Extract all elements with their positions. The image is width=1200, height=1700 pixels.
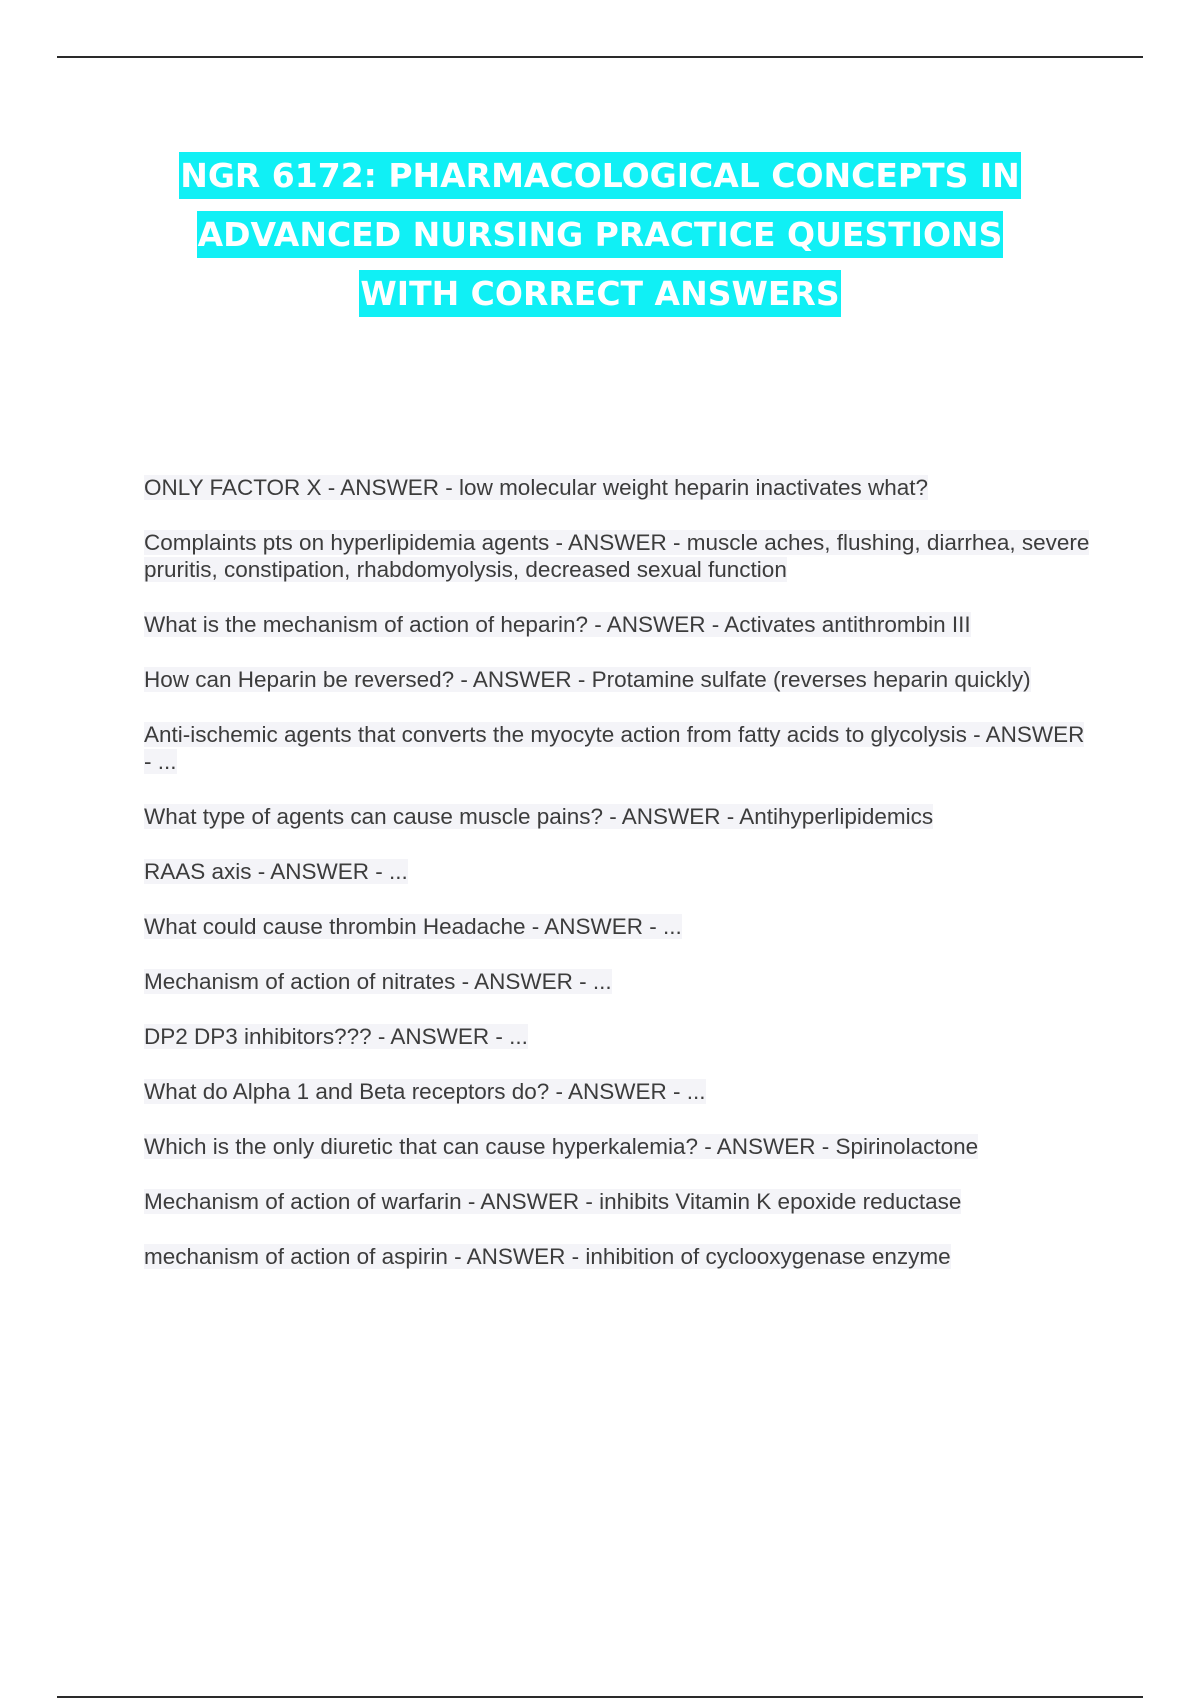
qa-item xyxy=(144,1133,1094,1160)
qa-item xyxy=(144,1243,1094,1270)
qa-text: What could cause thrombin Headache - ANSWER - ... xyxy=(144,914,682,939)
top-rule xyxy=(57,56,1143,58)
qa-item xyxy=(144,1188,1094,1215)
qa-item xyxy=(144,913,1094,940)
qa-item xyxy=(144,1078,1094,1105)
qa-item xyxy=(144,968,1094,995)
qa-text: What type of agents can cause muscle pains? - ANSWER - Antihyperlipidemics xyxy=(144,804,934,829)
qa-text: Mechanism of action of warfarin - ANSWER - inhibits Vitamin K epoxide reductase xyxy=(144,1189,962,1214)
qa-item xyxy=(144,474,1094,501)
title-line-1: NGR 6172: PHARMACOLOGICAL CONCEPTS IN xyxy=(179,152,1021,199)
bottom-rule xyxy=(57,1696,1143,1698)
qa-item xyxy=(144,611,1094,638)
qa-text: Anti-ischemic agents that converts the myocyte action from fatty acids to glycolysis - ANSWER - ... xyxy=(144,722,1085,774)
qa-text: mechanism of action of aspirin - ANSWER - inhibition of cyclooxygenase enzyme xyxy=(144,1244,951,1269)
qa-item xyxy=(144,803,1094,830)
qa-text: DP2 DP3 inhibitors??? - ANSWER - ... xyxy=(144,1024,528,1049)
qa-text: What is the mechanism of action of heparin? - ANSWER - Activates antithrombin III xyxy=(144,612,971,637)
title-line-3: WITH CORRECT ANSWERS xyxy=(359,270,840,317)
qa-item xyxy=(144,858,1094,885)
qa-text: What do Alpha 1 and Beta receptors do? - ANSWER - ... xyxy=(144,1079,706,1104)
title-line-2: ADVANCED NURSING PRACTICE QUESTIONS xyxy=(197,211,1004,258)
question-answer-list xyxy=(144,474,1094,1298)
qa-item xyxy=(144,1023,1094,1050)
document-title xyxy=(100,146,1100,323)
qa-text: How can Heparin be reversed? - ANSWER - Protamine sulfate (reverses heparin quickly) xyxy=(144,667,1031,692)
qa-text: Mechanism of action of nitrates - ANSWER - ... xyxy=(144,969,612,994)
qa-item xyxy=(144,721,1094,775)
qa-text: Which is the only diuretic that can cause hyperkalemia? - ANSWER - Spirinolactone xyxy=(144,1134,979,1159)
qa-item xyxy=(144,529,1094,583)
qa-text: RAAS axis - ANSWER - ... xyxy=(144,859,408,884)
qa-text: Complaints pts on hyperlipidemia agents - ANSWER - muscle aches, flushing, diarrhea, severe pruritis, constipation, rhabdomyolysis, decreased sexual function xyxy=(144,530,1090,582)
qa-text: ONLY FACTOR X - ANSWER - low molecular weight heparin inactivates what? xyxy=(144,475,929,500)
qa-item xyxy=(144,666,1094,693)
